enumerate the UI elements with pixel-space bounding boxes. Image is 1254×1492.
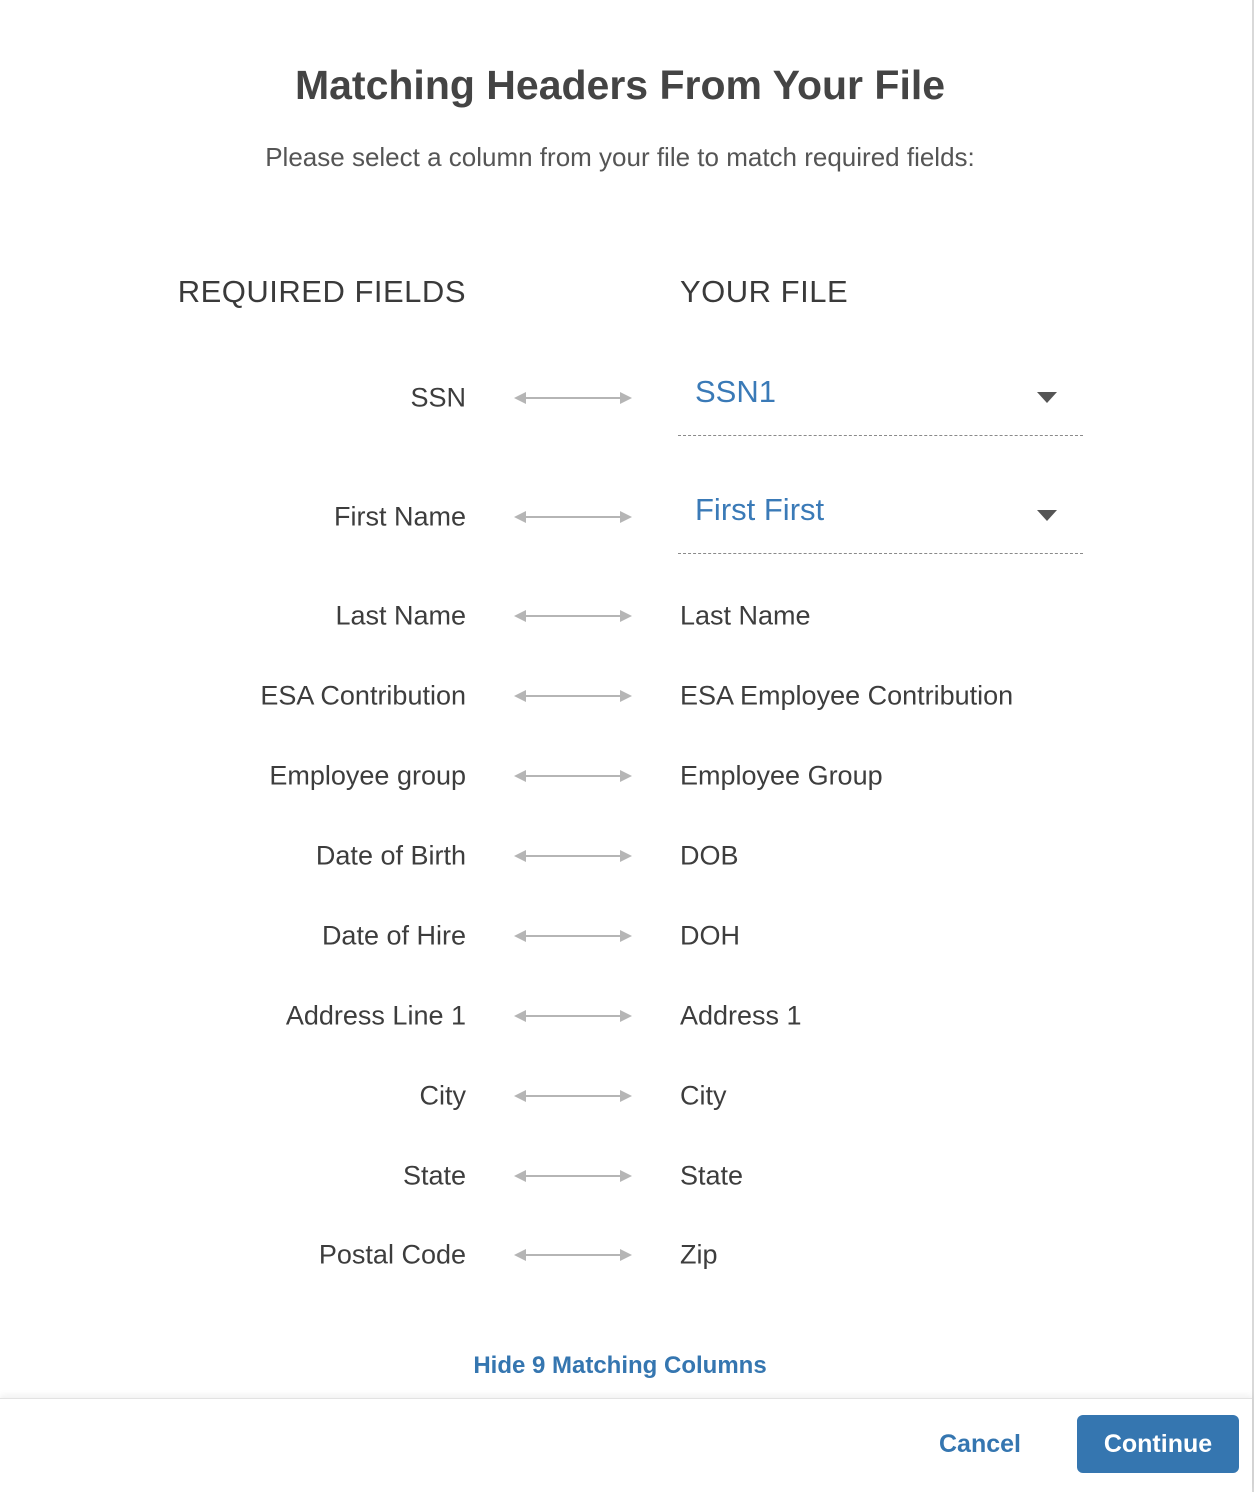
hide-matching-columns-link[interactable]: Hide 9 Matching Columns (473, 1352, 767, 1379)
mapping-row (0, 676, 1240, 716)
mapping-row (0, 836, 1240, 876)
double-arrow-icon (514, 390, 632, 406)
double-arrow-icon (514, 1247, 632, 1263)
file-column-label: DOH (680, 920, 740, 951)
mapping-row (0, 756, 1240, 796)
file-column-label: DOB (680, 840, 739, 871)
double-arrow-icon (514, 1008, 632, 1024)
required-field-label: State (402, 1160, 466, 1191)
your-file-heading: YOUR FILE (680, 274, 849, 309)
required-field-label: SSN (410, 382, 466, 413)
required-field-label: City (419, 1080, 466, 1111)
page-subtitle: Please select a column from your file to match required fields: (265, 142, 975, 172)
required-field-label: ESA Contribution (260, 680, 466, 711)
required-field-label: Postal Code (318, 1239, 466, 1270)
double-arrow-icon (514, 768, 632, 784)
mapping-row (0, 996, 1240, 1036)
dialog-footer (0, 1398, 1252, 1492)
required-field-label: Employee group (269, 760, 466, 791)
file-column-label: Last Name (680, 600, 811, 631)
required-field-label: Date of Birth (315, 840, 466, 871)
file-column-label: City (680, 1080, 727, 1111)
required-field-label: Last Name (335, 600, 466, 631)
double-arrow-icon (514, 1168, 632, 1184)
file-column-label: Employee Group (680, 760, 883, 791)
required-field-label: Address Line 1 (285, 1000, 466, 1031)
double-arrow-icon (514, 928, 632, 944)
mapping-row (0, 1076, 1240, 1116)
file-column-label: ESA Employee Contribution (680, 680, 1014, 711)
file-column-label: Address 1 (680, 1000, 802, 1031)
select-value: First First (695, 492, 825, 527)
double-arrow-icon (514, 509, 632, 525)
file-column-select-ssn[interactable] (678, 360, 1083, 436)
caret-down-icon (1037, 510, 1057, 521)
double-arrow-icon (514, 848, 632, 864)
required-field-label: First Name (333, 501, 466, 532)
select-value: SSN1 (695, 374, 776, 409)
mapping-row (0, 596, 1240, 636)
required-fields-heading: REQUIRED FIELDS (177, 274, 466, 309)
required-field-label: Date of Hire (321, 920, 466, 951)
double-arrow-icon (514, 688, 632, 704)
file-column-select-first-name[interactable] (678, 478, 1083, 554)
mapping-row (0, 1156, 1240, 1196)
page-title: Matching Headers From Your File (294, 62, 946, 108)
file-column-label: Zip (680, 1239, 718, 1270)
mapping-row (0, 1235, 1240, 1275)
double-arrow-icon (514, 1088, 632, 1104)
caret-down-icon (1037, 392, 1057, 403)
double-arrow-icon (514, 608, 632, 624)
mapping-row (0, 916, 1240, 956)
cancel-button[interactable]: Cancel (920, 1415, 1040, 1473)
continue-button[interactable]: Continue (1077, 1415, 1239, 1473)
file-column-label: State (680, 1160, 744, 1191)
